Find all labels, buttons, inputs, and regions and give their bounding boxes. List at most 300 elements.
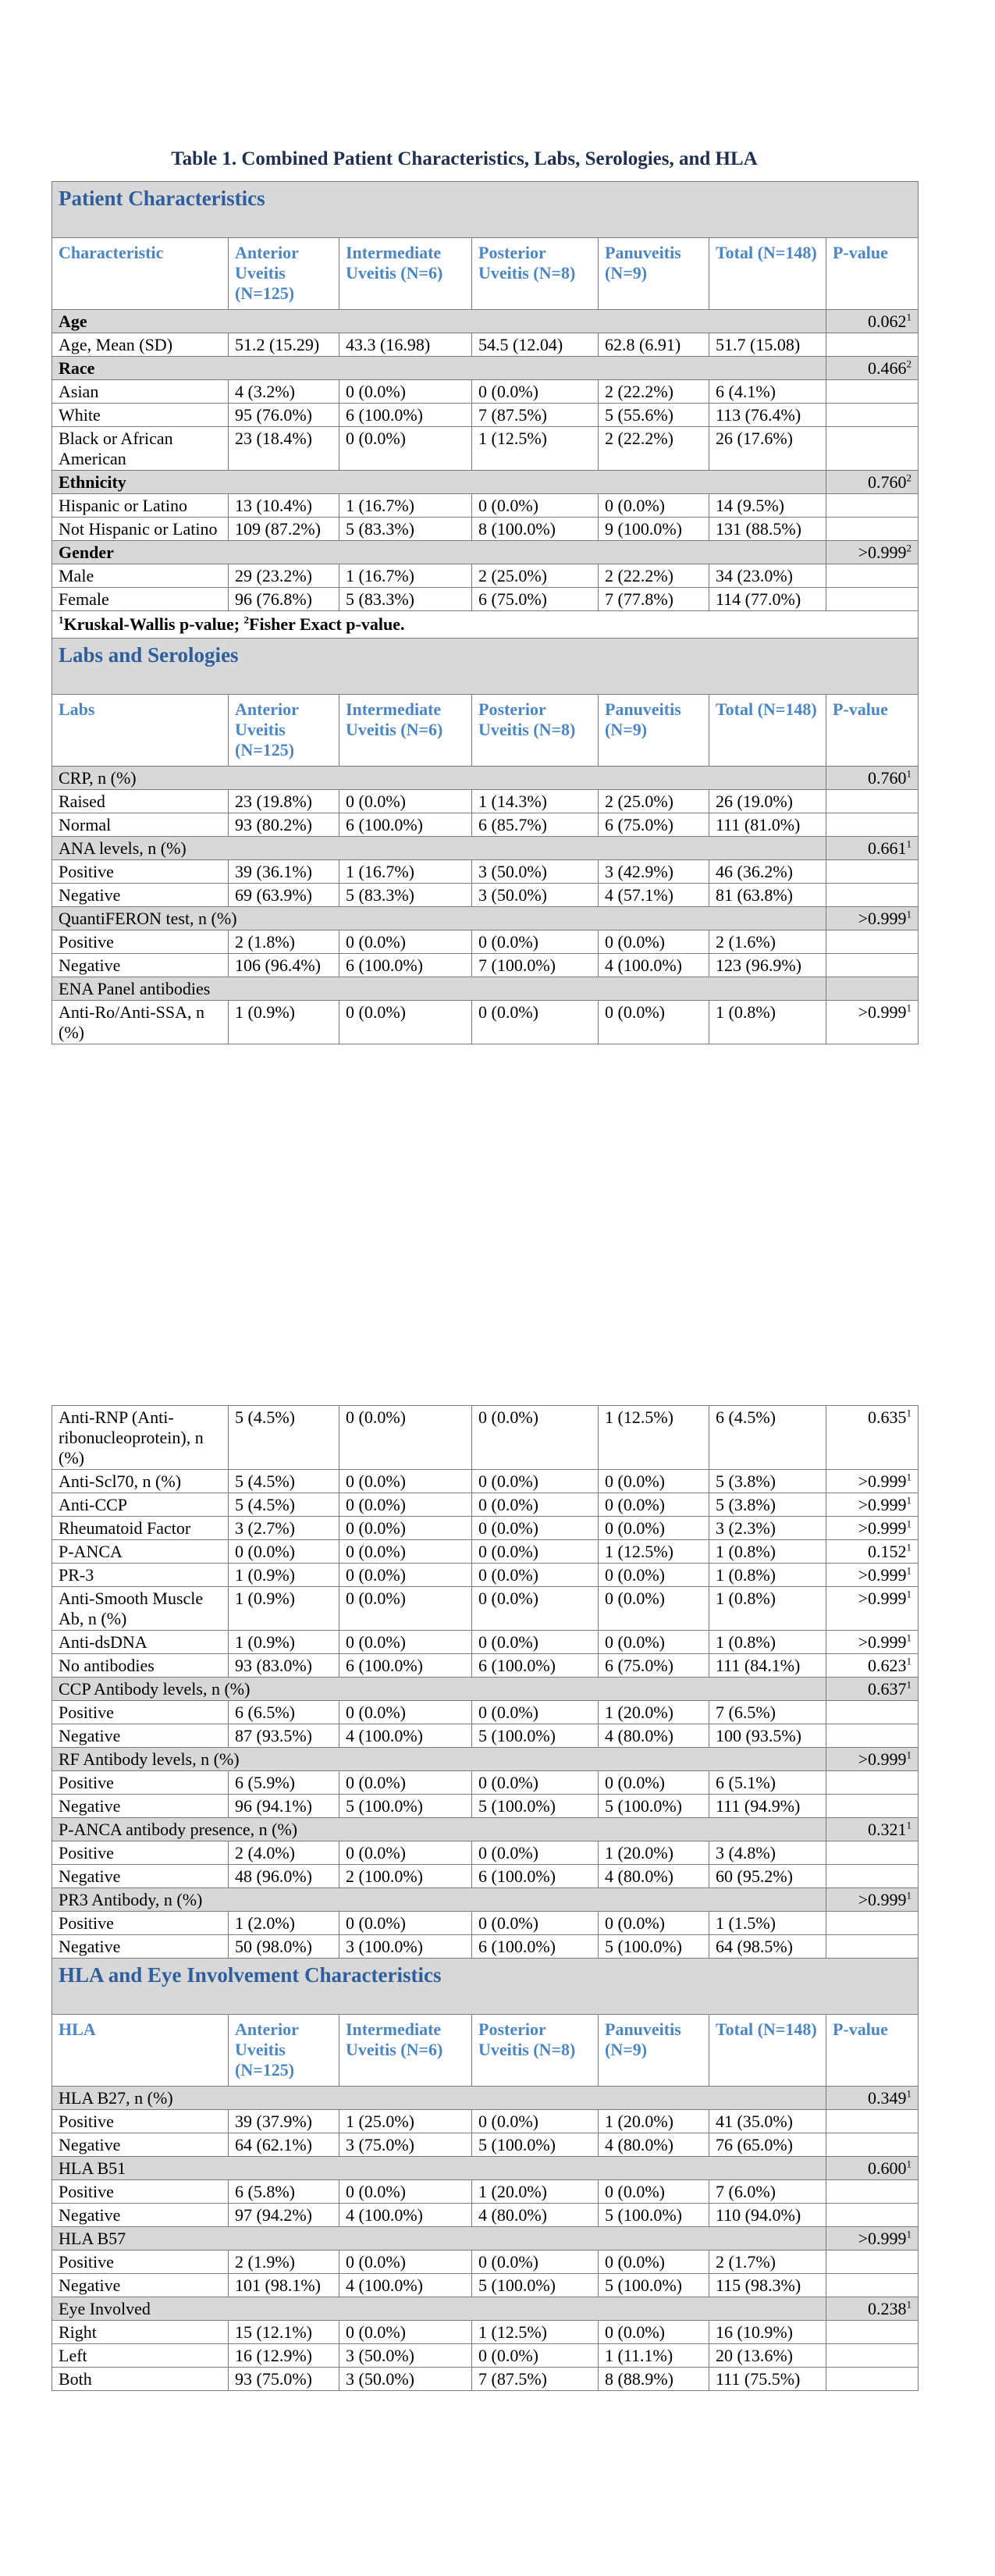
column-header: Intermediate Uveitis (N=6) — [339, 238, 472, 310]
p-value-cell — [826, 2180, 919, 2204]
p-value-cell — [826, 2250, 919, 2274]
cell-value: 16 (12.9%) — [229, 2344, 339, 2368]
cell-value: 93 (75.0%) — [229, 2368, 339, 2391]
cell-value: 5 (100.0%) — [599, 2204, 709, 2227]
row-label: White — [52, 404, 229, 427]
p-value-cell — [826, 310, 919, 333]
p-value: 0.760 — [868, 768, 907, 788]
group-row — [52, 1678, 919, 1701]
cell-value: 0 (0.0%) — [339, 427, 472, 471]
table-row — [52, 1654, 919, 1678]
cell-value: 1 (0.8%) — [709, 1564, 826, 1587]
row-label: Rheumatoid Factor — [52, 1517, 229, 1540]
p-value-cell — [826, 2087, 919, 2110]
p-value-footnote-mark: 1 — [906, 767, 912, 780]
cell-value: 26 (19.0%) — [709, 790, 826, 813]
cell-value: 1 (12.5%) — [472, 427, 599, 471]
group-label: PR3 Antibody, n (%) — [52, 1888, 826, 1912]
p-value: 0.760 — [868, 472, 907, 492]
column-header: Total (N=148) — [709, 695, 826, 767]
p-value-cell — [826, 813, 919, 837]
row-label: Positive — [52, 2110, 229, 2133]
cell-value: 106 (96.4%) — [229, 954, 339, 977]
p-value-footnote-mark: 1 — [906, 1407, 911, 1419]
group-row — [52, 2157, 919, 2180]
table-row — [52, 518, 919, 541]
cell-value: 1 (16.7%) — [339, 860, 472, 884]
cell-value: 95 (76.0%) — [229, 404, 339, 427]
p-value-cell — [826, 2321, 919, 2344]
p-value-cell — [826, 1470, 919, 1493]
cell-value: 97 (94.2%) — [229, 2204, 339, 2227]
table-row — [52, 1724, 919, 1748]
p-value-cell — [826, 2133, 919, 2157]
cell-value: 54.5 (12.04) — [472, 333, 599, 357]
table-row — [52, 813, 919, 837]
p-value-cell — [826, 1540, 919, 1564]
table-row — [52, 1587, 919, 1631]
cell-value: 3 (2.3%) — [709, 1517, 826, 1540]
cell-value: 4 (57.1%) — [599, 884, 709, 907]
cell-value: 3 (50.0%) — [339, 2368, 472, 2391]
cell-value: 0 (0.0%) — [472, 1841, 599, 1865]
group-label: HLA B27, n (%) — [52, 2087, 826, 2110]
table-row — [52, 790, 919, 813]
row-label: Negative — [52, 2204, 229, 2227]
table-row — [52, 2274, 919, 2297]
cell-value: 4 (80.0%) — [472, 2204, 599, 2227]
cell-value: 50 (98.0%) — [229, 1935, 339, 1959]
cell-value: 123 (96.9%) — [709, 954, 826, 977]
cell-value: 62.8 (6.91) — [599, 333, 709, 357]
section-title: Labs and Serologies — [52, 639, 919, 695]
cell-value: 0 (0.0%) — [339, 1540, 472, 1564]
cell-value: 1 (14.3%) — [472, 790, 599, 813]
cell-value: 0 (0.0%) — [472, 380, 599, 404]
row-label: Normal — [52, 813, 229, 837]
footnote — [52, 611, 919, 639]
cell-value: 1 (0.8%) — [709, 1587, 826, 1631]
cell-value: 5 (3.8%) — [709, 1493, 826, 1517]
p-value: 0.466 — [868, 358, 907, 378]
cell-value: 6 (75.0%) — [599, 813, 709, 837]
group-row — [52, 2227, 919, 2250]
p-value-cell — [826, 767, 919, 790]
p-value-cell — [826, 357, 919, 380]
table-row — [52, 1540, 919, 1564]
footnote-text: Fisher Exact p-value. — [249, 614, 405, 634]
group-label: QuantiFERON test, n (%) — [52, 907, 826, 930]
cell-value: 115 (98.3%) — [709, 2274, 826, 2297]
cell-value: 0 (0.0%) — [339, 2321, 472, 2344]
cell-value: 8 (100.0%) — [472, 518, 599, 541]
p-value-cell — [826, 860, 919, 884]
cell-value: 1 (1.5%) — [709, 1912, 826, 1935]
cell-value: 0 (0.0%) — [599, 1493, 709, 1517]
p-value: 0.152 — [868, 1542, 907, 1561]
cell-value: 8 (88.9%) — [599, 2368, 709, 2391]
p-value-footnote-mark: 1 — [906, 1655, 911, 1667]
column-header-row — [52, 695, 919, 767]
p-value: >0.999 — [858, 1565, 907, 1585]
row-label: Positive — [52, 1701, 229, 1724]
column-header: HLA — [52, 2015, 229, 2087]
row-label: P-ANCA — [52, 1540, 229, 1564]
group-label: HLA B57 — [52, 2227, 826, 2250]
group-label: Eye Involved — [52, 2297, 826, 2321]
row-label: Raised — [52, 790, 229, 813]
cell-value: 2 (1.7%) — [709, 2250, 826, 2274]
cell-value: 5 (100.0%) — [472, 1795, 599, 1818]
row-label: Positive — [52, 1841, 229, 1865]
row-label: Right — [52, 2321, 229, 2344]
p-value-footnote-mark: 1 — [906, 1749, 911, 1761]
cell-value: 111 (94.9%) — [709, 1795, 826, 1818]
p-value-cell — [826, 1818, 919, 1841]
cell-value: 41 (35.0%) — [709, 2110, 826, 2133]
cell-value: 1 (0.9%) — [229, 1587, 339, 1631]
cell-value: 1 (0.8%) — [709, 1001, 826, 1044]
cell-value: 1 (0.9%) — [229, 1001, 339, 1044]
p-value-footnote-mark: 1 — [906, 1678, 911, 1691]
p-value-cell — [826, 907, 919, 930]
cell-value: 3 (100.0%) — [339, 1935, 472, 1959]
cell-value: 0 (0.0%) — [472, 1912, 599, 1935]
cell-value: 111 (84.1%) — [709, 1654, 826, 1678]
cell-value: 3 (75.0%) — [339, 2133, 472, 2157]
row-label: Positive — [52, 1912, 229, 1935]
cell-value: 3 (50.0%) — [472, 860, 599, 884]
column-header: Panuveitis (N=9) — [599, 695, 709, 767]
cell-value: 4 (100.0%) — [339, 2274, 472, 2297]
row-label: Hispanic or Latino — [52, 494, 229, 518]
cell-value: 34 (23.0%) — [709, 564, 826, 588]
column-header: Total (N=148) — [709, 238, 826, 310]
p-value: 0.637 — [868, 1679, 907, 1699]
group-row — [52, 907, 919, 930]
p-value-footnote-mark: 1 — [906, 1564, 911, 1577]
table-row — [52, 1865, 919, 1888]
cell-value: 3 (42.9%) — [599, 860, 709, 884]
row-label: Male — [52, 564, 229, 588]
group-row — [52, 2297, 919, 2321]
cell-value: 6 (100.0%) — [339, 1654, 472, 1678]
cell-value: 5 (100.0%) — [472, 1724, 599, 1748]
cell-value: 0 (0.0%) — [339, 1493, 472, 1517]
cell-value: 14 (9.5%) — [709, 494, 826, 518]
cell-value: 0 (0.0%) — [599, 1912, 709, 1935]
cell-value: 4 (100.0%) — [339, 1724, 472, 1748]
cell-value: 13 (10.4%) — [229, 494, 339, 518]
p-value: >0.999 — [858, 1518, 907, 1538]
cell-value: 93 (83.0%) — [229, 1654, 339, 1678]
table-row — [52, 884, 919, 907]
section-title: HLA and Eye Involvement Characteristics — [52, 1959, 919, 2015]
cell-value: 4 (100.0%) — [599, 954, 709, 977]
cell-value: 0 (0.0%) — [472, 1001, 599, 1044]
p-value-cell — [826, 1748, 919, 1771]
p-value-cell — [826, 1841, 919, 1865]
column-header: Posterior Uveitis (N=8) — [472, 238, 599, 310]
p-value: 0.635 — [868, 1407, 907, 1427]
cell-value: 7 (77.8%) — [599, 588, 709, 611]
cell-value: 51.7 (15.08) — [709, 333, 826, 357]
p-value: 0.321 — [868, 1820, 907, 1839]
cell-value: 5 (3.8%) — [709, 1470, 826, 1493]
cell-value: 5 (4.5%) — [229, 1470, 339, 1493]
cell-value: 2 (100.0%) — [339, 1865, 472, 1888]
cell-value: 0 (0.0%) — [339, 930, 472, 954]
table-row — [52, 1001, 919, 1044]
group-row — [52, 1818, 919, 1841]
cell-value: 6 (4.5%) — [709, 1406, 826, 1470]
table-row — [52, 427, 919, 471]
row-label: Anti-Smooth Muscle Ab, n (%) — [52, 1587, 229, 1631]
p-value-cell — [826, 1517, 919, 1540]
cell-value: 48 (96.0%) — [229, 1865, 339, 1888]
cell-value: 3 (50.0%) — [339, 2344, 472, 2368]
p-value: >0.999 — [858, 543, 907, 562]
p-value: >0.999 — [858, 1749, 907, 1769]
footnote-text: Kruskal-Wallis p-value; — [63, 614, 244, 634]
cell-value: 7 (6.0%) — [709, 2180, 826, 2204]
table-row — [52, 1912, 919, 1935]
group-label: Ethnicity — [52, 471, 826, 494]
p-value-footnote-mark: 1 — [906, 908, 912, 920]
group-row — [52, 471, 919, 494]
cell-value: 0 (0.0%) — [339, 1701, 472, 1724]
cell-value: 0 (0.0%) — [599, 1001, 709, 1044]
row-label: No antibodies — [52, 1654, 229, 1678]
section-title: Patient Characteristics — [52, 182, 919, 238]
cell-value: 0 (0.0%) — [599, 2321, 709, 2344]
p-value: >0.999 — [858, 909, 907, 928]
column-header-row — [52, 238, 919, 310]
cell-value: 46 (36.2%) — [709, 860, 826, 884]
row-label: Anti-RNP (Anti-ribonucleoprotein), n (%) — [52, 1406, 229, 1470]
p-value-cell — [826, 564, 919, 588]
p-value-cell — [826, 2368, 919, 2391]
cell-value: 23 (18.4%) — [229, 427, 339, 471]
cell-value: 93 (80.2%) — [229, 813, 339, 837]
row-label: Positive — [52, 1771, 229, 1795]
cell-value: 3 (2.7%) — [229, 1517, 339, 1540]
cell-value: 1 (0.9%) — [229, 1564, 339, 1587]
table-part-2 — [52, 1405, 919, 2391]
cell-value: 6 (100.0%) — [339, 404, 472, 427]
section-header — [52, 182, 919, 238]
cell-value: 0 (0.0%) — [472, 1701, 599, 1724]
cell-value: 0 (0.0%) — [472, 1470, 599, 1493]
cell-value: 15 (12.1%) — [229, 2321, 339, 2344]
p-value: >0.999 — [858, 2229, 907, 2248]
p-value-cell — [826, 1865, 919, 1888]
p-value-footnote-mark: 1 — [906, 1889, 911, 1902]
cell-value: 2 (1.9%) — [229, 2250, 339, 2274]
cell-value: 5 (100.0%) — [599, 2274, 709, 2297]
cell-value: 2 (1.6%) — [709, 930, 826, 954]
cell-value: 0 (0.0%) — [472, 1587, 599, 1631]
cell-value: 4 (100.0%) — [339, 2204, 472, 2227]
p-value-cell — [826, 1587, 919, 1631]
group-row — [52, 310, 919, 333]
p-value: 0.623 — [868, 1656, 907, 1675]
cell-value: 6 (4.1%) — [709, 380, 826, 404]
table-row — [52, 2344, 919, 2368]
cell-value: 1 (2.0%) — [229, 1912, 339, 1935]
cell-value: 5 (83.3%) — [339, 518, 472, 541]
p-value-cell — [826, 1631, 919, 1654]
cell-value: 0 (0.0%) — [599, 930, 709, 954]
cell-value: 0 (0.0%) — [599, 494, 709, 518]
p-value-footnote-mark: 1 — [906, 1002, 912, 1014]
column-header-row — [52, 2015, 919, 2087]
group-row — [52, 357, 919, 380]
row-label: Asian — [52, 380, 229, 404]
p-value-cell — [826, 494, 919, 518]
row-label: Not Hispanic or Latino — [52, 518, 229, 541]
cell-value: 0 (0.0%) — [599, 1470, 709, 1493]
cell-value: 2 (4.0%) — [229, 1841, 339, 1865]
column-header: Anterior Uveitis (N=125) — [229, 238, 339, 310]
table-row — [52, 1701, 919, 1724]
cell-value: 2 (25.0%) — [599, 790, 709, 813]
cell-value: 0 (0.0%) — [472, 930, 599, 954]
table-row — [52, 1771, 919, 1795]
p-value-cell — [826, 1888, 919, 1912]
cell-value: 96 (94.1%) — [229, 1795, 339, 1818]
cell-value: 0 (0.0%) — [472, 494, 599, 518]
p-value: >0.999 — [858, 1495, 907, 1514]
row-label: Negative — [52, 884, 229, 907]
cell-value: 7 (87.5%) — [472, 404, 599, 427]
cell-value: 6 (5.8%) — [229, 2180, 339, 2204]
p-value-cell — [826, 837, 919, 860]
cell-value: 7 (87.5%) — [472, 2368, 599, 2391]
cell-value: 2 (22.2%) — [599, 427, 709, 471]
cell-value: 0 (0.0%) — [472, 2344, 599, 2368]
table-row — [52, 2110, 919, 2133]
row-label: Negative — [52, 1724, 229, 1748]
cell-value: 5 (4.5%) — [229, 1406, 339, 1470]
row-label: Positive — [52, 860, 229, 884]
cell-value: 1 (20.0%) — [599, 1841, 709, 1865]
group-label: Gender — [52, 541, 826, 564]
cell-value: 0 (0.0%) — [472, 1493, 599, 1517]
table-row — [52, 1564, 919, 1587]
row-label: Anti-Ro/Anti-SSA, n (%) — [52, 1001, 229, 1044]
cell-value: 0 (0.0%) — [472, 1564, 599, 1587]
p-value: >0.999 — [858, 1471, 907, 1491]
p-value: 0.238 — [868, 2299, 907, 2318]
footnote-mark: 2 — [243, 614, 250, 626]
p-value-cell — [826, 1935, 919, 1959]
cell-value: 4 (80.0%) — [599, 2133, 709, 2157]
p-value-cell — [826, 954, 919, 977]
cell-value: 0 (0.0%) — [599, 1771, 709, 1795]
cell-value: 111 (75.5%) — [709, 2368, 826, 2391]
cell-value: 0 (0.0%) — [339, 2250, 472, 2274]
column-header: Intermediate Uveitis (N=6) — [339, 695, 472, 767]
cell-value: 114 (77.0%) — [709, 588, 826, 611]
row-label: Anti-CCP — [52, 1493, 229, 1517]
group-row — [52, 767, 919, 790]
column-header: Posterior Uveitis (N=8) — [472, 2015, 599, 2087]
table-row — [52, 564, 919, 588]
cell-value: 16 (10.9%) — [709, 2321, 826, 2344]
cell-value: 6 (5.1%) — [709, 1771, 826, 1795]
cell-value: 1 (20.0%) — [599, 2110, 709, 2133]
cell-value: 113 (76.4%) — [709, 404, 826, 427]
p-value-footnote-mark: 2 — [906, 471, 912, 484]
row-label: Age, Mean (SD) — [52, 333, 229, 357]
p-value-cell — [826, 1001, 919, 1044]
p-value-cell — [826, 541, 919, 564]
table-row — [52, 954, 919, 977]
p-value: 0.062 — [868, 311, 907, 331]
cell-value: 0 (0.0%) — [472, 1406, 599, 1470]
cell-value: 6 (6.5%) — [229, 1701, 339, 1724]
cell-value: 0 (0.0%) — [339, 1406, 472, 1470]
cell-value: 69 (63.9%) — [229, 884, 339, 907]
p-value-cell — [826, 930, 919, 954]
table-row — [52, 2368, 919, 2391]
cell-value: 1 (12.5%) — [472, 2321, 599, 2344]
cell-value: 0 (0.0%) — [472, 2110, 599, 2133]
p-value-cell — [826, 1564, 919, 1587]
cell-value: 5 (83.3%) — [339, 884, 472, 907]
p-value-footnote-mark: 1 — [906, 311, 912, 323]
column-header: P-value — [826, 2015, 919, 2087]
p-value-cell — [826, 2297, 919, 2321]
cell-value: 0 (0.0%) — [339, 1912, 472, 1935]
cell-value: 2 (22.2%) — [599, 380, 709, 404]
p-value-cell — [826, 333, 919, 357]
p-value-cell — [826, 404, 919, 427]
cell-value: 0 (0.0%) — [339, 2180, 472, 2204]
group-row — [52, 2087, 919, 2110]
cell-value: 5 (83.3%) — [339, 588, 472, 611]
cell-value: 64 (62.1%) — [229, 2133, 339, 2157]
cell-value: 0 (0.0%) — [339, 380, 472, 404]
p-value-footnote-mark: 1 — [906, 2087, 911, 2100]
cell-value: 1 (16.7%) — [339, 564, 472, 588]
p-value: >0.999 — [858, 1632, 907, 1652]
cell-value: 39 (37.9%) — [229, 2110, 339, 2133]
group-row — [52, 1888, 919, 1912]
row-label: Both — [52, 2368, 229, 2391]
cell-value: 4 (3.2%) — [229, 380, 339, 404]
p-value: >0.999 — [858, 1002, 907, 1022]
p-value-cell — [826, 2227, 919, 2250]
p-value-cell — [826, 884, 919, 907]
column-header: Labs — [52, 695, 229, 767]
cell-value: 6 (75.0%) — [599, 1654, 709, 1678]
group-label: Age — [52, 310, 826, 333]
group-label: Race — [52, 357, 826, 380]
table-row — [52, 1470, 919, 1493]
cell-value: 5 (100.0%) — [472, 2274, 599, 2297]
column-header: P-value — [826, 238, 919, 310]
table-row — [52, 1935, 919, 1959]
p-value-footnote-mark: 1 — [906, 2298, 911, 2311]
cell-value: 26 (17.6%) — [709, 427, 826, 471]
cell-value: 5 (100.0%) — [599, 1795, 709, 1818]
cell-value: 0 (0.0%) — [339, 1841, 472, 1865]
p-value: 0.661 — [868, 838, 907, 858]
cell-value: 6 (100.0%) — [472, 1865, 599, 1888]
row-label: Negative — [52, 1865, 229, 1888]
